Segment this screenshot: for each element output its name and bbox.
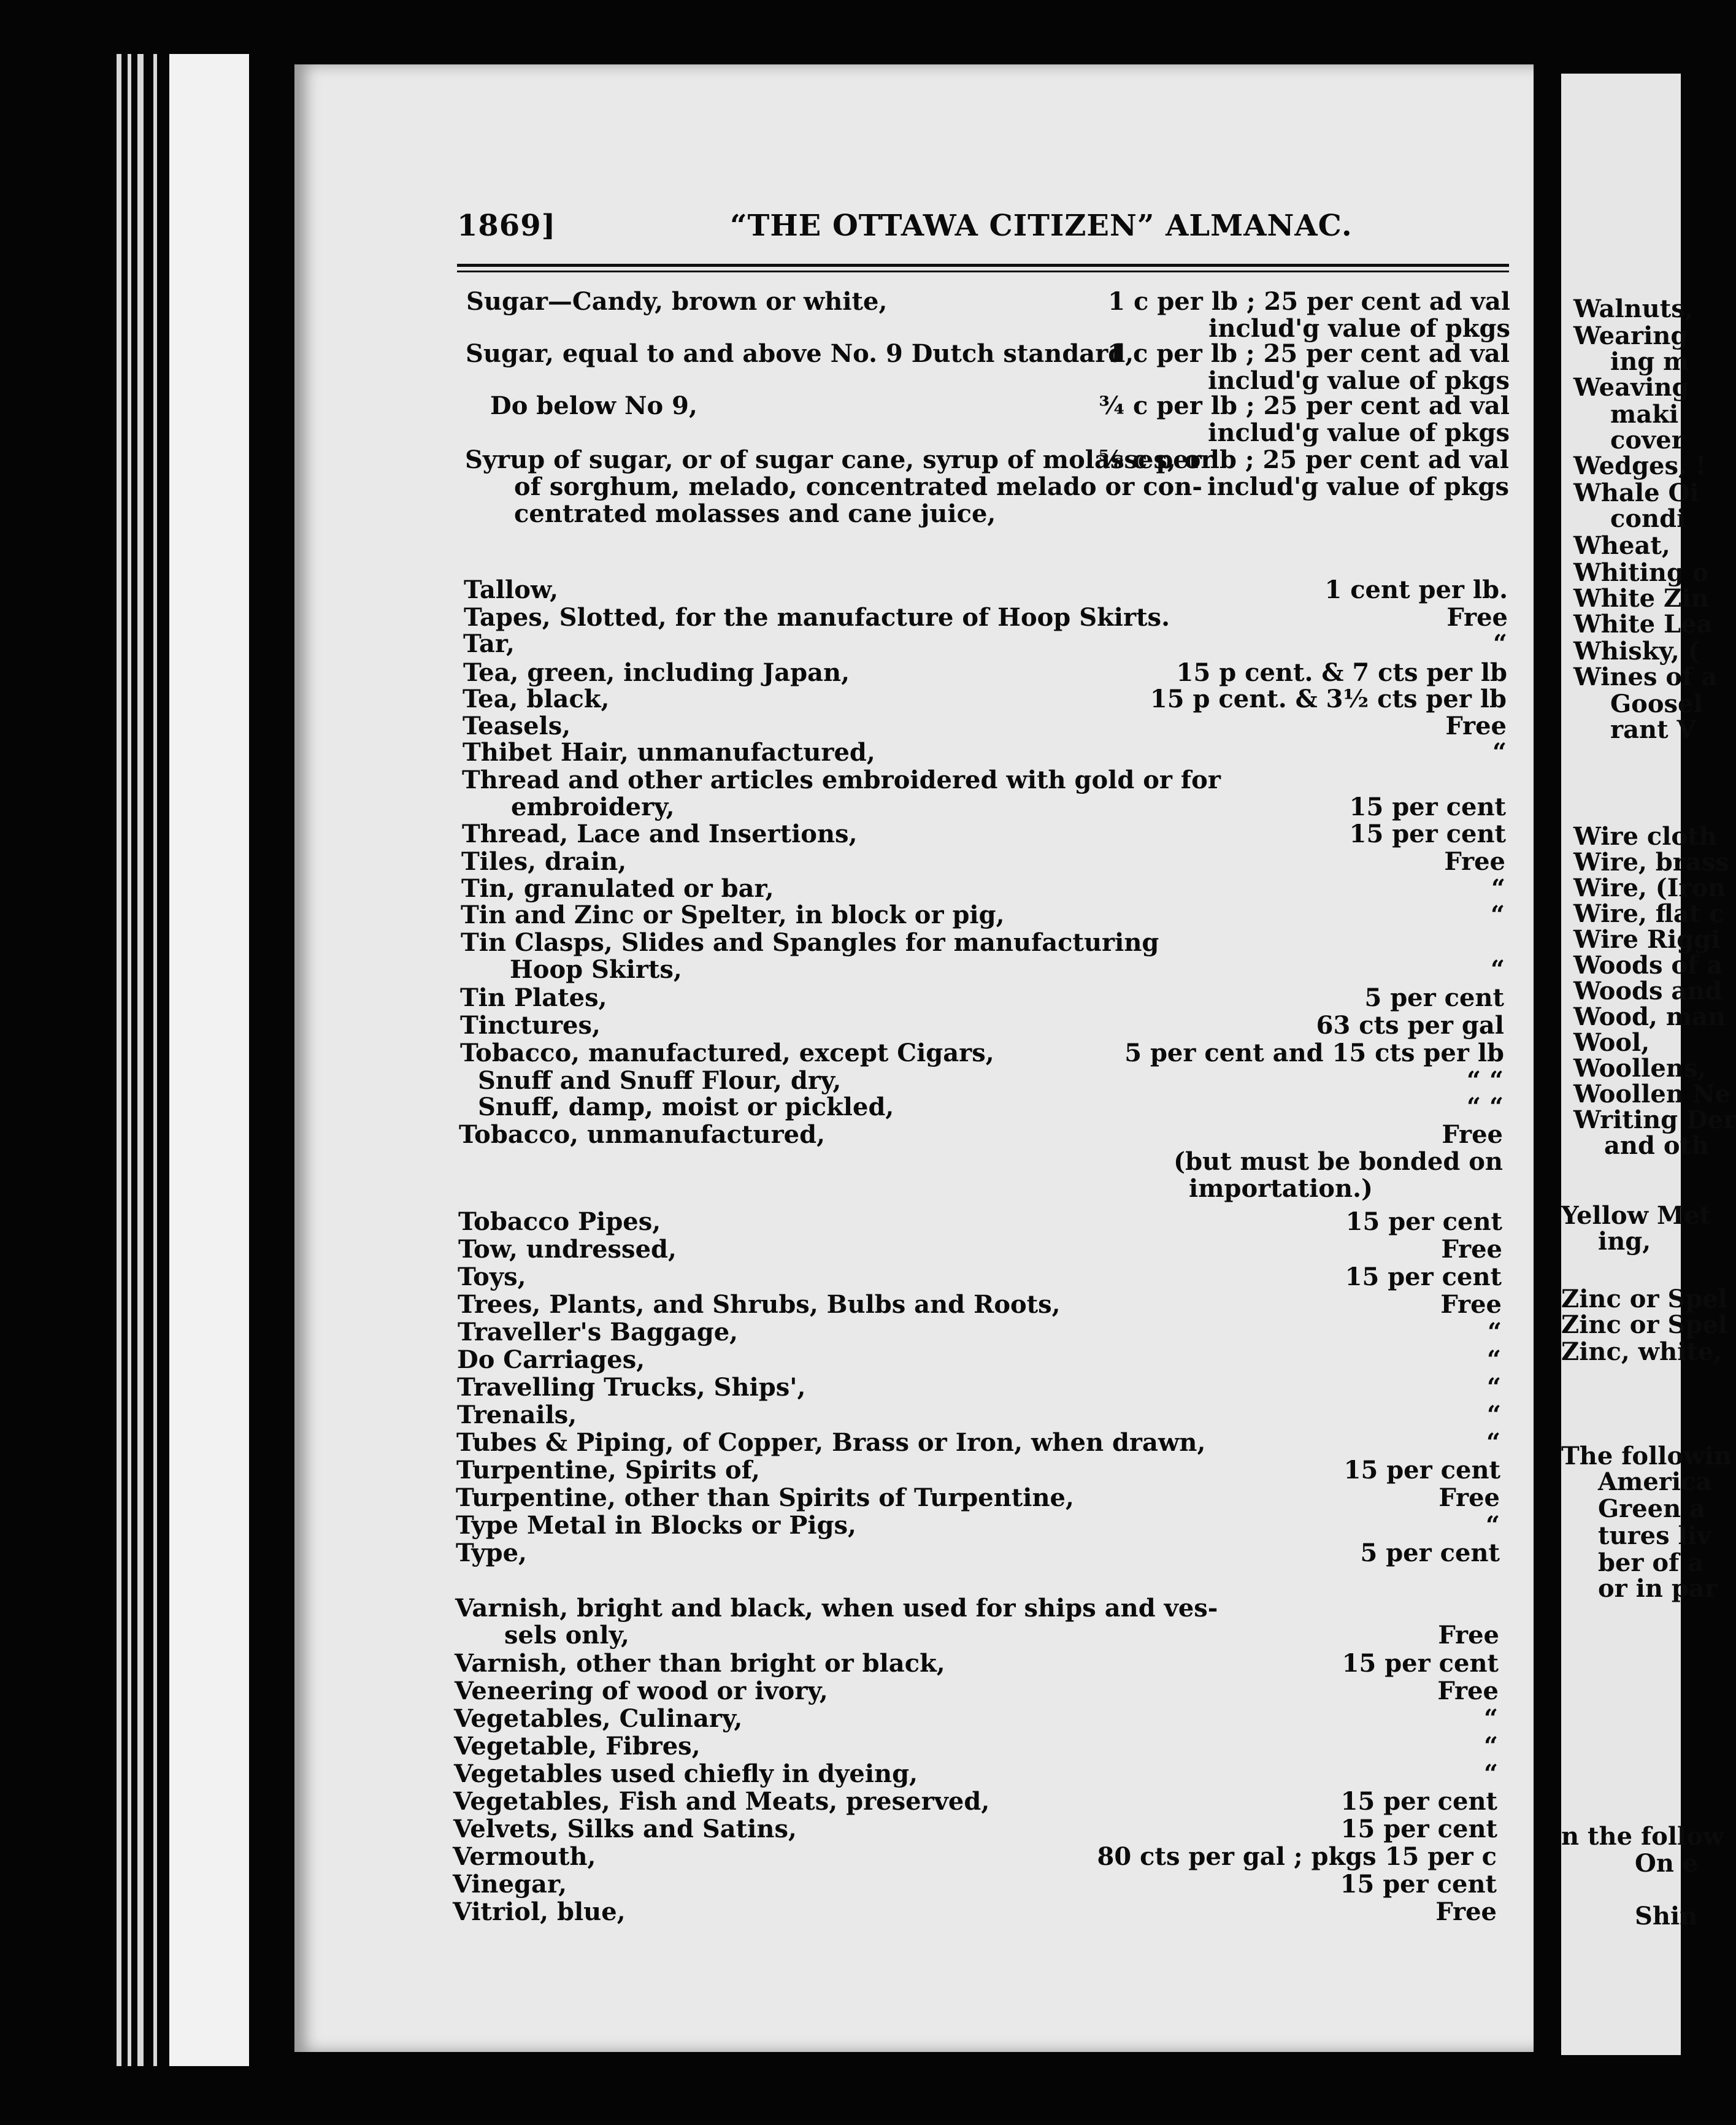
facing-page-fragment: ber of a <box>1598 1548 1704 1577</box>
entry-rate: 15 per cent <box>1340 1815 1497 1843</box>
facing-page-fragment: Wire, (Iron <box>1573 874 1726 902</box>
facing-page-fragment: Whale Oi <box>1573 478 1699 507</box>
entry-rate: Free <box>1445 712 1507 740</box>
entry-name: Vegetable, Fibres, <box>454 1732 701 1761</box>
entry-rate: Free <box>1435 1897 1497 1926</box>
entry-rate: “ <box>1486 1345 1501 1374</box>
facing-page-fragment: Woods and <box>1573 977 1723 1005</box>
entry-name: Tiles, drain, <box>461 847 627 876</box>
entry-name: Vinegar, <box>453 1870 567 1899</box>
facing-page-fragment: Woods of a <box>1573 951 1723 980</box>
entry-name: Varnish, other than bright or black, <box>455 1649 945 1678</box>
entry-rate: “ <box>1490 955 1505 984</box>
entry-name: Tinctures, <box>460 1011 601 1040</box>
header-rule-bottom <box>457 271 1509 272</box>
entry-rate: ⅝ c per lb ; 25 per cent ad val <box>1098 445 1509 474</box>
entry-name: Tar, <box>463 629 515 658</box>
entry-name: Thread, Lace and Insertions, <box>462 820 858 848</box>
entry-name: Vermouth, <box>453 1842 596 1871</box>
entry-rate: Free <box>1442 1120 1503 1149</box>
entry-name: Tapes, Slotted, for the manufacture of Hoop Skirts. <box>464 603 1170 632</box>
entry-rate: “ “ <box>1467 1066 1504 1095</box>
entry-rate: 15 per cent <box>1340 1870 1497 1899</box>
facing-page-fragment: Weaving <box>1573 373 1689 402</box>
entry-rate: “ <box>1485 1511 1500 1540</box>
entry-rate: “ <box>1490 901 1505 929</box>
entry-rate: “ <box>1486 1428 1500 1457</box>
entry-name: Tin Plates, <box>460 983 607 1012</box>
entry-rate: 15 per cent <box>1345 1207 1502 1236</box>
entry-name: Tobacco Pipes, <box>458 1207 661 1236</box>
entry-name: Varnish, bright and black, when used for ships and ves- <box>455 1594 1218 1623</box>
entry-rate: “ <box>1486 1373 1501 1402</box>
facing-page-fragment: Walnuts, <box>1573 294 1694 323</box>
entry-name: Travelling Trucks, Ships', <box>457 1373 806 1402</box>
entry-rate-cont: (but must be bonded on <box>1173 1147 1503 1176</box>
page-header <box>457 209 1512 252</box>
facing-page-fragment: Shin <box>1635 1902 1698 1931</box>
entry-rate: 5 per cent and 15 cts per lb <box>1124 1039 1504 1067</box>
entry-name: Tubes & Piping, of Copper, Brass or Iron, when drawn, <box>456 1428 1206 1457</box>
entry-rate-cont: importation.) <box>1189 1174 1373 1203</box>
entry-rate-cont: includ'g value of pkgs <box>1208 418 1510 447</box>
entry-rate: “ <box>1483 1704 1498 1733</box>
entry-name: Tin, granulated or bar, <box>461 874 774 903</box>
entry-name: Do Carriages, <box>457 1345 645 1374</box>
facing-page-fragment: tures liv <box>1598 1521 1711 1550</box>
entry-name: Type, <box>456 1539 527 1567</box>
entry-rate: Free <box>1437 1677 1499 1705</box>
entry-rate: 80 cts per gal ; pkgs 15 per c <box>1097 1842 1497 1871</box>
facing-page-fragment: Whisky, ( <box>1573 637 1700 666</box>
facing-page-fragment: Wire Riggi <box>1573 925 1721 954</box>
entry-name: Toys, <box>458 1262 526 1291</box>
facing-page-fragment: Wire, flat c <box>1573 899 1724 928</box>
facing-page-fragment: ing m <box>1610 347 1689 376</box>
facing-page-fragment: Zinc or Spel <box>1561 1285 1727 1313</box>
entry-rate: “ <box>1492 738 1507 767</box>
entry-rate: 5 per cent <box>1360 1539 1500 1567</box>
facing-page-fragment: Woollen Ne <box>1573 1080 1730 1109</box>
book-page-edges <box>117 54 301 2066</box>
entry-name: Syrup of sugar, or of sugar cane, syrup of molasses, or <box>465 445 1214 474</box>
entry-name: Tea, black, <box>463 685 610 713</box>
entry-name: Trenails, <box>457 1401 577 1429</box>
facing-page-fragment: n the follow <box>1561 1822 1724 1851</box>
facing-page-fragment: condi <box>1610 504 1686 533</box>
facing-page-fragment: maki <box>1610 400 1679 429</box>
entry-rate-cont: includ'g value of pkgs <box>1207 472 1509 501</box>
facing-page-fragment: Zinc or Spel <box>1561 1310 1727 1339</box>
entry-rate: Free <box>1438 1483 1500 1512</box>
entry-rate: “ <box>1486 1401 1501 1429</box>
entry-rate: Free <box>1444 847 1505 876</box>
facing-page-fragment: Yellow Met <box>1561 1201 1711 1230</box>
facing-page-fragment: Wood, man <box>1573 1002 1726 1031</box>
entry-name-cont: sels only, <box>504 1621 629 1650</box>
entry-rate: 15 p cent. & 3½ cts per lb <box>1150 685 1507 713</box>
entry-name-cont: centrated molasses and cane juice, <box>514 499 996 528</box>
entry-rate: “ <box>1491 874 1505 903</box>
entry-name: Traveller's Baggage, <box>458 1318 739 1347</box>
entry-rate: 1 cent per lb. <box>1324 575 1508 604</box>
entry-rate: 1 c per lb ; 25 per cent ad val <box>1108 287 1510 316</box>
entry-rate: 5 per cent <box>1364 983 1504 1012</box>
entry-name: Trees, Plants, and Shrubs, Bulbs and Roots, <box>458 1290 1061 1319</box>
facing-page-fragment: America <box>1598 1467 1712 1496</box>
entry-name: Tobacco, manufactured, except Cigars, <box>460 1039 994 1067</box>
entry-name: Vegetables, Culinary, <box>454 1704 743 1733</box>
entry-rate-cont: includ'g value of pkgs <box>1208 366 1510 395</box>
entry-rate: 15 per cent <box>1340 1787 1497 1816</box>
facing-page-fragment: ing, <box>1598 1227 1651 1256</box>
entry-name: Sugar—Candy, brown or white, <box>466 287 888 316</box>
entry-rate: Free <box>1438 1621 1499 1650</box>
facing-page-fragment: On e <box>1635 1849 1699 1878</box>
entry-rate: “ <box>1492 629 1507 658</box>
facing-page-fragment: Wedges, ! <box>1573 452 1707 480</box>
facing-page-fragment: Green a <box>1598 1494 1706 1523</box>
entry-rate: “ <box>1483 1732 1498 1761</box>
entry-name-cont: Hoop Skirts, <box>510 955 682 984</box>
entry-name: Tin and Zinc or Spelter, in block or pig, <box>461 901 1005 929</box>
entry-name: Snuff and Snuff Flour, dry, <box>478 1066 842 1095</box>
facing-page-fragment: White Zin <box>1573 584 1709 613</box>
entry-name: Vegetables, Fish and Meats, preserved, <box>453 1787 990 1816</box>
entry-name: Thibet Hair, unmanufactured, <box>463 738 875 767</box>
entry-name-cont: embroidery, <box>511 793 675 821</box>
facing-page-fragment: Wines of a <box>1573 663 1718 691</box>
entry-rate: 1 c per lb ; 25 per cent ad val <box>1107 339 1510 368</box>
facing-page-fragment: Whiting o <box>1573 558 1709 587</box>
entry-name: Tow, undressed, <box>458 1235 677 1264</box>
entry-name: Velvets, Silks and Satins, <box>453 1815 797 1843</box>
entry-rate: 15 per cent <box>1345 1262 1502 1291</box>
facing-page-fragment: The followin <box>1561 1442 1732 1470</box>
facing-page-fragment: White Lea <box>1573 610 1713 639</box>
facing-page-fragment: Zinc, white, <box>1561 1337 1723 1366</box>
entry-name: Tallow, <box>464 575 559 604</box>
page-year: 1869] <box>457 209 556 243</box>
entry-name: Do below No 9, <box>490 391 697 420</box>
entry-rate: 15 per cent <box>1342 1649 1499 1678</box>
entry-rate: “ “ <box>1467 1093 1504 1121</box>
entry-rate: 15 p cent. & 7 cts per lb <box>1176 658 1507 687</box>
entry-name: Thread and other articles embroidered with gold or for <box>462 766 1221 794</box>
facing-page-fragment: Wire cloth <box>1573 822 1717 851</box>
entry-rate: Free <box>1440 1290 1502 1319</box>
entry-name: Tin Clasps, Slides and Spangles for manufacturing <box>461 928 1159 957</box>
entry-name: Tea, green, including Japan, <box>463 658 850 687</box>
entry-rate: 63 cts per gal <box>1316 1011 1504 1040</box>
entry-rate-cont: includ'g value of pkgs <box>1208 314 1510 343</box>
facing-page-fragment: Wire, brass <box>1573 848 1729 877</box>
entry-rate: Free <box>1441 1235 1502 1264</box>
entry-rate: “ <box>1487 1318 1502 1347</box>
entry-rate: Free <box>1446 603 1508 632</box>
facing-page-fragment: Wheat, <box>1573 531 1670 560</box>
entry-name: Type Metal in Blocks or Pigs, <box>456 1511 856 1540</box>
entry-name: Sugar, equal to and above No. 9 Dutch standard, <box>466 339 1134 368</box>
almanac-title: “THE OTTAWA CITIZEN” ALMANAC. <box>730 209 1353 243</box>
entry-name: Turpentine, Spirits of, <box>456 1456 760 1485</box>
entry-name: Teasels, <box>463 712 571 740</box>
entry-name: Snuff, damp, moist or pickled, <box>478 1093 894 1121</box>
facing-page-fragment: cover <box>1610 426 1684 455</box>
facing-page-fragment: and oth <box>1604 1131 1710 1160</box>
facing-page-fragment: Woollens, <box>1573 1054 1707 1083</box>
entry-name: Vegetables used chiefly in dyeing, <box>454 1759 918 1788</box>
entry-rate: 15 per cent <box>1343 1456 1500 1485</box>
entry-name: Vitriol, blue, <box>453 1897 626 1926</box>
entry-name: Tobacco, unmanufactured, <box>459 1120 826 1149</box>
facing-page-fragment: rant V <box>1610 715 1696 744</box>
entry-name: Veneering of wood or ivory, <box>455 1677 828 1705</box>
entry-rate: “ <box>1483 1759 1498 1788</box>
facing-page <box>1561 74 1736 2055</box>
entry-rate: 15 per cent <box>1349 793 1506 821</box>
facing-page-fragment: or in par <box>1598 1574 1718 1603</box>
entry-name-cont: of sorghum, melado, concentrated melado or con- <box>514 472 1202 501</box>
facing-page-fragment: Writing Der <box>1573 1105 1736 1134</box>
facing-page-fragment: Wearing <box>1573 321 1688 350</box>
entry-rate: 15 per cent <box>1349 820 1506 848</box>
facing-page-fragment: Wool, <box>1573 1028 1650 1057</box>
facing-page-fragment: Goosel <box>1610 690 1703 718</box>
entry-rate: ¾ c per lb ; 25 per cent ad val <box>1099 391 1510 420</box>
header-rule-top <box>457 264 1509 267</box>
entry-name: Turpentine, other than Spirits of Turpentine, <box>456 1483 1074 1512</box>
